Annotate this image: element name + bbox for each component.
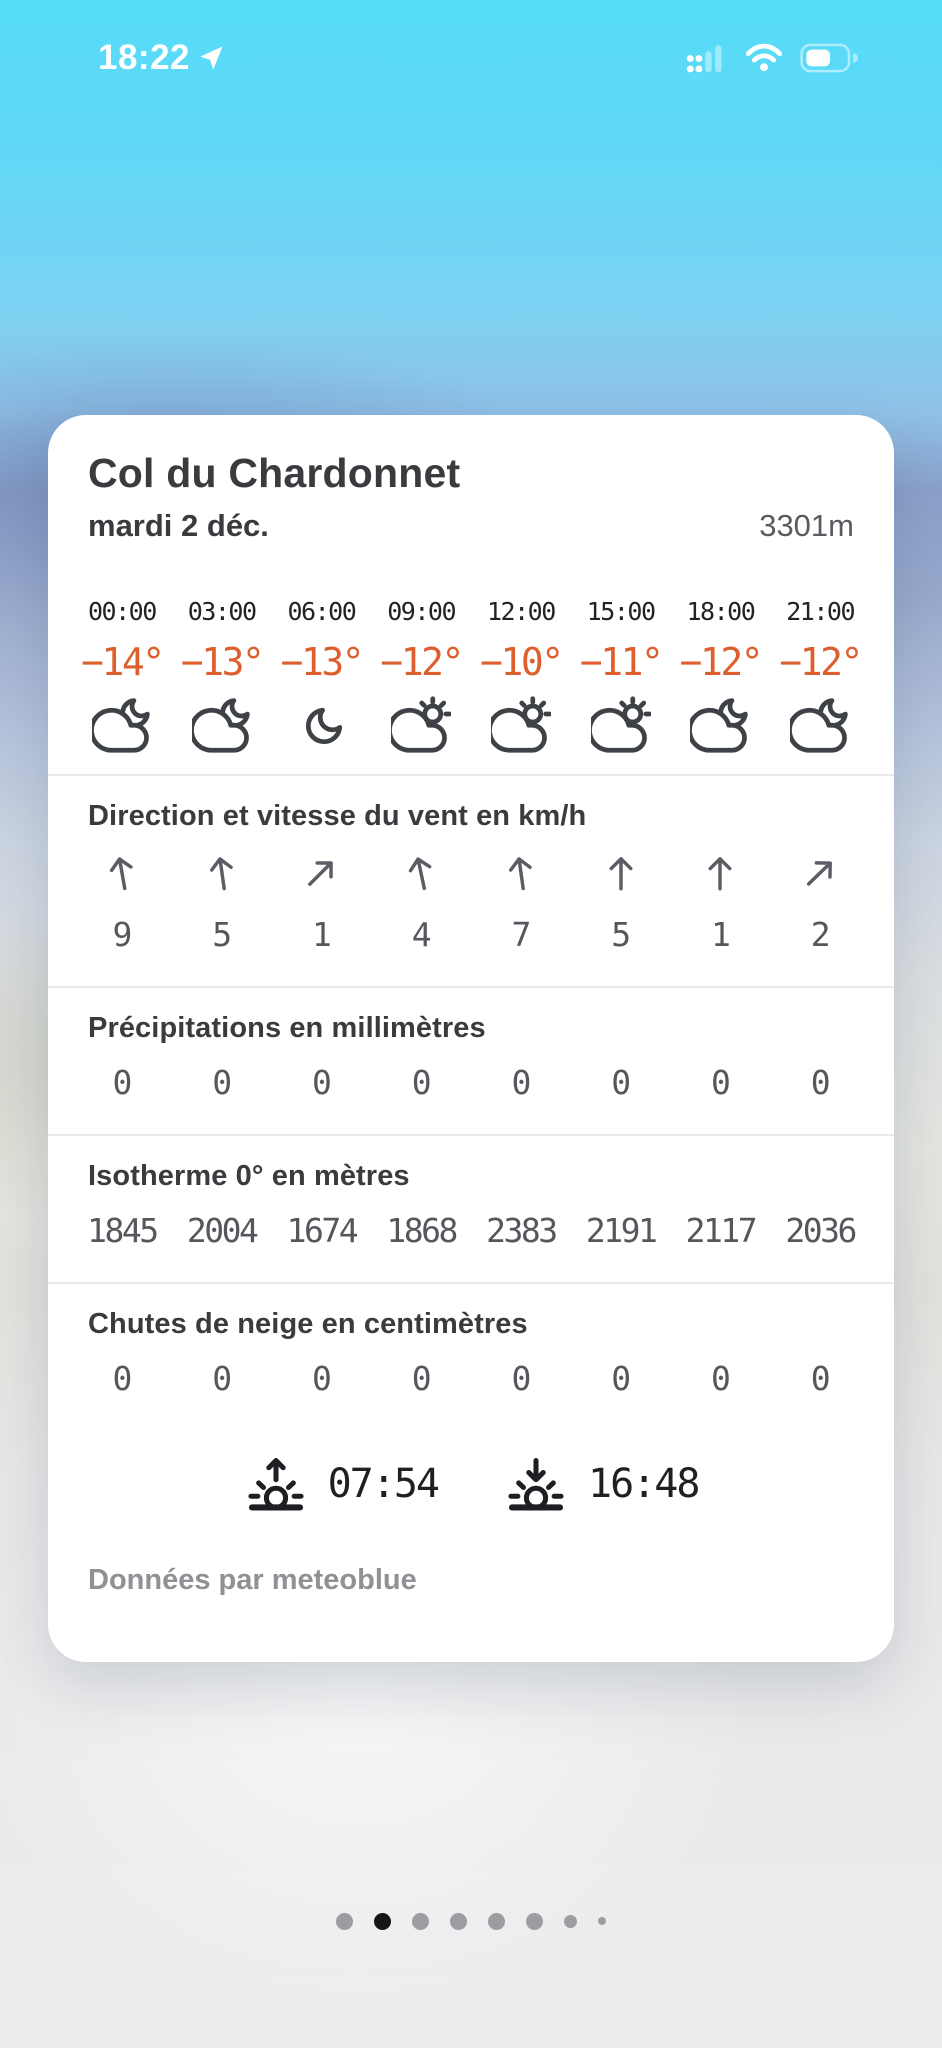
isotherm-values-row [72, 1208, 870, 1252]
location-title: Col du Chardonnet [88, 450, 461, 496]
sun-times-row [88, 1452, 854, 1516]
hour-label: 00:00 [87, 597, 156, 626]
temperature-value: −12° [679, 640, 762, 684]
cloud-sun-icon [491, 696, 551, 756]
cloud-moon-icon [790, 696, 850, 756]
precipitation-section-title: Précipitations en millimètres [88, 1012, 486, 1044]
precipitation-value: 0 [112, 1062, 132, 1102]
wind-arrow-icon [598, 850, 644, 896]
isotherm-value: 1845 [87, 1210, 157, 1250]
isotherm-section [88, 1136, 854, 1266]
precipitation-value: 0 [212, 1062, 232, 1102]
hour-label: 06:00 [287, 597, 356, 626]
temperature-row [72, 640, 870, 684]
sunset-time: 16:48 [588, 1461, 699, 1507]
cloud-moon-icon [92, 696, 152, 756]
hour-label: 18:00 [686, 597, 755, 626]
page-dot[interactable] [336, 1913, 353, 1930]
cloud-moon-icon [690, 696, 750, 756]
cloud-moon-icon [192, 696, 252, 756]
precipitation-value: 0 [611, 1062, 631, 1102]
page-dot[interactable] [488, 1913, 505, 1930]
snowfall-section-title: Chutes de neige en centimètres [88, 1308, 528, 1340]
precipitation-section [88, 988, 854, 1118]
page-dot[interactable] [564, 1915, 577, 1928]
wind-speed-value: 9 [112, 914, 132, 954]
altitude-label: 3301m [759, 508, 854, 543]
hour-label: 09:00 [387, 597, 455, 626]
weather-icons-row [72, 694, 870, 758]
snowfall-value: 0 [411, 1358, 431, 1398]
isotherm-value: 1868 [386, 1210, 456, 1250]
wifi-icon [745, 43, 783, 73]
cloud-sun-icon [591, 696, 651, 756]
date-row [88, 507, 854, 545]
temperature-value: −14° [81, 640, 163, 684]
precipitation-value: 0 [810, 1062, 830, 1102]
hour-label: 03:00 [187, 597, 256, 626]
cellular-signal-icon [686, 43, 728, 73]
wind-arrow-icon [697, 850, 743, 896]
precipitation-value: 0 [511, 1062, 531, 1102]
wind-arrow-icon [298, 850, 344, 896]
snowfall-section [88, 1284, 854, 1400]
battery-icon [800, 43, 860, 73]
isotherm-value: 2004 [186, 1210, 257, 1250]
wind-speed-value: 1 [710, 914, 730, 954]
snowfall-value: 0 [710, 1358, 730, 1398]
precipitation-value: 0 [710, 1062, 730, 1102]
hour-label: 12:00 [486, 597, 555, 626]
wind-arrow-icon [99, 850, 145, 896]
snowfall-value: 0 [810, 1358, 830, 1398]
isotherm-value: 1674 [286, 1210, 357, 1250]
isotherm-value: 2036 [785, 1210, 855, 1250]
page-dot-active[interactable] [374, 1913, 391, 1930]
snowfall-value: 0 [212, 1358, 232, 1398]
wind-section [88, 776, 854, 970]
temperature-value: −13° [280, 640, 363, 684]
temperature-value: −11° [579, 640, 662, 684]
page-dot[interactable] [598, 1917, 606, 1925]
precipitation-values-row [72, 1060, 870, 1104]
status-left [98, 38, 226, 78]
page-dot[interactable] [450, 1913, 467, 1930]
temperature-value: −12° [779, 640, 861, 684]
snowfall-value: 0 [311, 1358, 331, 1398]
attribution-label: Données par meteoblue [88, 1564, 417, 1596]
snowfall-value: 0 [611, 1358, 631, 1398]
temperature-value: −12° [380, 640, 462, 684]
wind-speed-value: 1 [311, 914, 331, 954]
hours-row [72, 597, 870, 626]
wind-speeds-row [72, 912, 870, 956]
isotherm-value: 2383 [486, 1210, 556, 1250]
hour-label: 15:00 [586, 597, 655, 626]
snowfall-value: 0 [112, 1358, 132, 1398]
snowfall-values-row [72, 1356, 870, 1400]
weather-card[interactable] [48, 415, 894, 1662]
sunset-icon [504, 1452, 568, 1516]
wind-speed-value: 5 [611, 914, 631, 954]
status-right [686, 43, 860, 73]
isotherm-value: 2117 [685, 1210, 756, 1250]
status-time: 18:22 [98, 38, 191, 77]
status-bar [0, 34, 942, 82]
sunrise-icon [244, 1452, 308, 1516]
location-arrow-icon [196, 43, 226, 73]
precipitation-value: 0 [411, 1062, 431, 1102]
wind-speed-value: 7 [511, 914, 531, 954]
wind-arrow-icon [398, 850, 444, 896]
hour-label: 21:00 [786, 597, 854, 626]
isotherm-section-title: Isotherme 0° en mètres [88, 1160, 410, 1192]
wind-section-title: Direction et vitesse du vent en km/h [88, 800, 587, 832]
page-dot[interactable] [412, 1913, 429, 1930]
page-dot[interactable] [526, 1913, 543, 1930]
precipitation-value: 0 [311, 1062, 331, 1102]
temperature-value: −13° [180, 640, 263, 684]
wind-speed-value: 5 [212, 914, 232, 954]
wind-speed-value: 2 [810, 914, 830, 954]
wind-arrows-row [72, 848, 870, 898]
wind-arrow-icon [199, 850, 245, 896]
page-indicator[interactable] [0, 1903, 942, 1939]
wind-arrow-icon [797, 850, 843, 896]
wind-arrow-icon [498, 850, 544, 896]
wind-speed-value: 4 [411, 914, 431, 954]
cloud-sun-icon [391, 696, 451, 756]
date-label: mardi 2 déc. [88, 508, 269, 543]
snowfall-value: 0 [511, 1358, 531, 1398]
isotherm-value: 2191 [585, 1210, 656, 1250]
sunrise-time: 07:54 [327, 1461, 438, 1507]
moon-icon [291, 696, 351, 756]
temperature-value: −10° [480, 640, 562, 684]
